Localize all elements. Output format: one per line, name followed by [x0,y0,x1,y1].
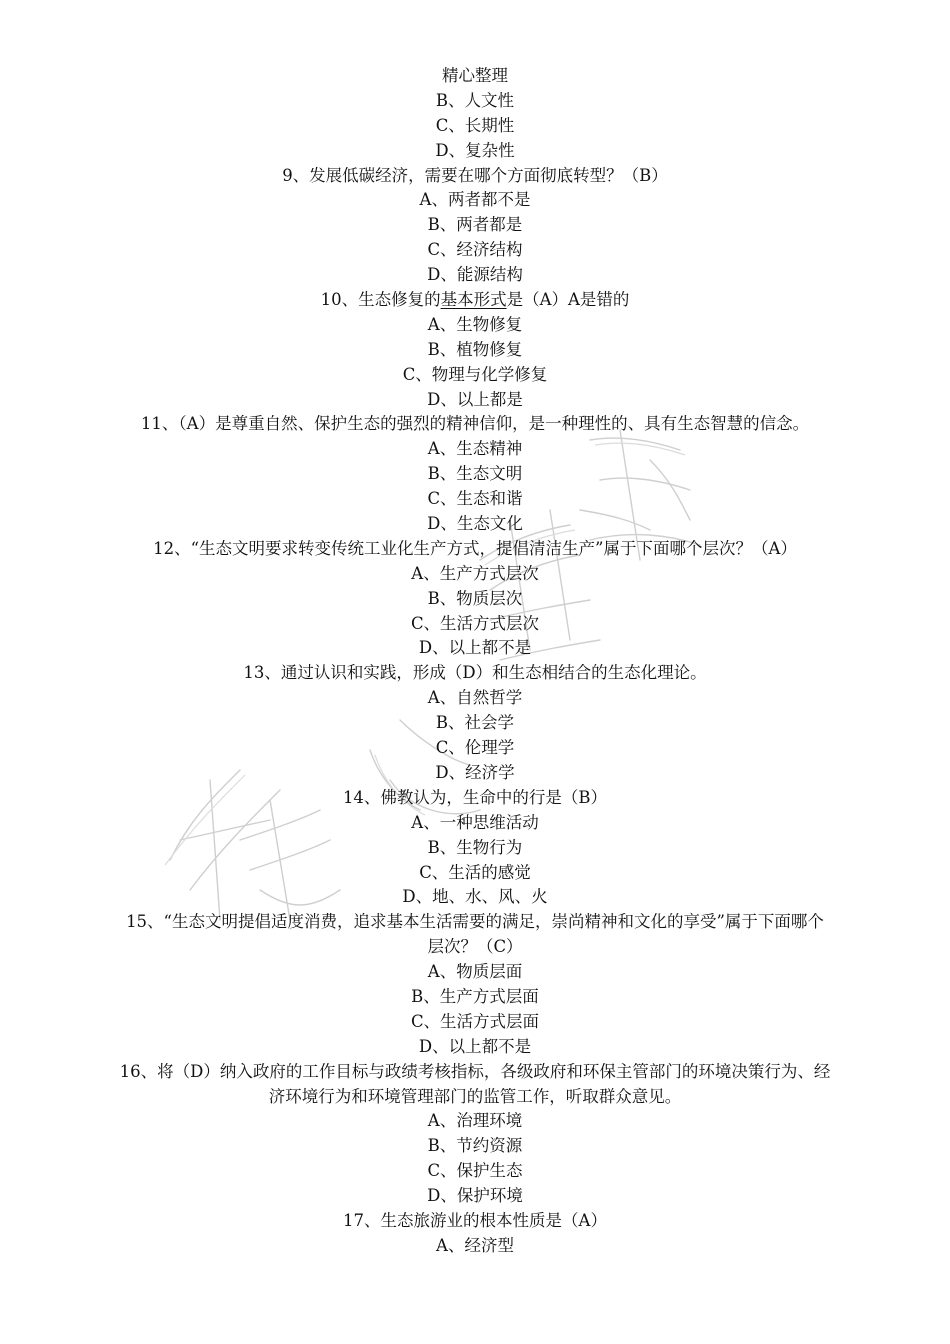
option-line: C、经济结构 [427,240,523,260]
option-line: B、生态文明 [427,464,523,484]
document-body [60,64,890,1259]
option-line: B、生物行为 [427,837,523,857]
option-line: C、长期性 [435,115,515,135]
option-line: B、社会学 [435,713,515,733]
option-line: B、生产方式层面 [411,986,539,1006]
option-line: D、经济学 [435,762,515,782]
option-line: B、人文性 [435,90,515,110]
question-16-line-1: 16、将（D）纳入政府的工作目标与政绩考核指标，各级政府和环保主管部门的环境决策行为、经 [119,1061,831,1081]
option-line: C、物理与化学修复 [402,364,548,384]
option-line: B、节约资源 [427,1136,523,1156]
question-12: 12、“生态文明要求转变传统工业化生产方式，提倡清洁生产”属于下面哪个层次？（A） [153,538,797,558]
option-line: D、以上都不是 [418,1036,532,1056]
question-17: 17、生态旅游业的根本性质是（A） [343,1210,607,1230]
question-16-line-2: 济环境行为和环境管理部门的监管工作，听取群众意见。 [268,1086,682,1106]
option-line: B、植物修复 [427,339,523,359]
option-line: A、生态精神 [427,439,523,459]
question-10 [60,288,890,313]
question-10-before: 10、生态修复的 [320,290,441,310]
option-line: A、物质层面 [427,962,523,982]
option-line: A、生物修复 [427,314,523,334]
question-11: 11、（A）是尊重自然、保护生态的强烈的精神信仰，是一种理性的、具有生态智慧的信念。 [140,414,810,434]
option-line: D、地、水、风、火 [402,887,548,907]
option-line: D、复杂性 [435,140,515,160]
question-10-after: 是（A）A是错的 [506,290,630,310]
option-line: C、保护生态 [427,1161,523,1181]
option-line: C、生活的感觉 [419,862,531,882]
option-line: D、以上都是 [427,389,523,409]
option-line: A、生产方式层次 [411,563,539,583]
option-line: A、自然哲学 [427,688,523,708]
question-15-line-1: 15、“生态文明提倡适度消费，追求基本生活需要的满足，崇尚精神和文化的享受”属于下面哪个 [126,912,824,932]
question-9: 9、发展低碳经济，需要在哪个方面彻底转型？（B） [282,165,668,185]
option-line: A、两者都不是 [419,190,531,210]
option-line: A、治理环境 [427,1111,523,1131]
option-line: D、保护环境 [427,1186,523,1206]
question-15-line-2: 层次？（C） [427,937,523,957]
option-line: A、一种思维活动 [411,812,539,832]
question-10-underlined: 基本形式 [440,290,507,310]
option-line: C、生活方式层面 [410,1011,540,1031]
option-line: B、两者都是 [427,215,523,235]
option-line: C、生态和谐 [427,489,523,509]
question-14: 14、佛教认为，生命中的行是（B） [342,787,608,807]
option-line: B、物质层次 [427,588,523,608]
option-line: C、生活方式层次 [410,613,540,633]
page-header-title: 精心整理 [442,66,508,85]
option-line: D、以上都不是 [418,638,532,658]
option-line: C、伦理学 [435,738,515,758]
option-line: D、生态文化 [427,514,523,534]
option-line: A、经济型 [436,1235,514,1255]
option-line: D、能源结构 [427,265,523,285]
question-13: 13、通过认识和实践，形成（D）和生态相结合的生态化理论。 [243,663,707,683]
